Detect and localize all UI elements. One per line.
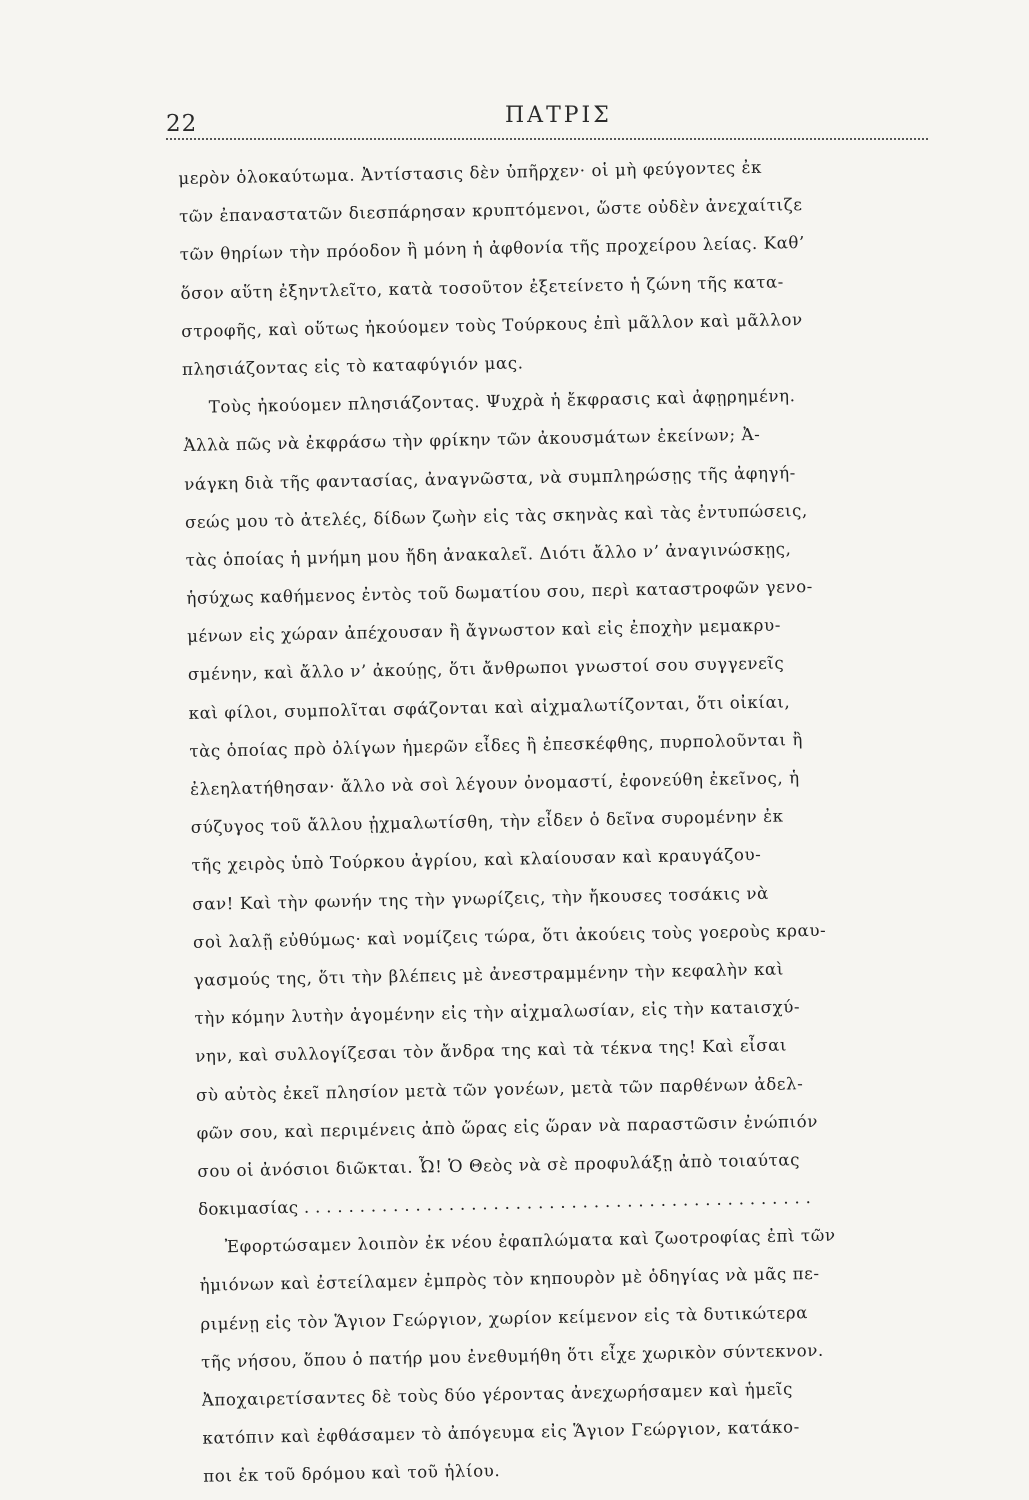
paragraph-start-line: Τοὺς ἠκούομεν πλησιάζοντας. Ψυχρὰ ἡ ἔκφρασις καὶ ἀφῃρημένη.	[208, 386, 796, 417]
text-line: τὰς ὁποίας πρὸ ὀλίγων ἡμερῶν εἶδες ἢ ἐπεσκέφθης, πυρπολοῦνται ἢ	[189, 729, 804, 761]
text-line: σὺ αὐτὸς ἐκεῖ πλησίον μετὰ τῶν γονέων, μετὰ τῶν παρθένων ἀδελ-	[195, 1073, 804, 1105]
text-line: σου οἱ ἀνόσιοι διῶκται. Ὦ! Ὁ Θεὸς νὰ σὲ προφυλάξῃ ἀπὸ τοιαύτας	[197, 1150, 801, 1181]
page-number: 22	[166, 111, 198, 137]
text-line: ὅσον αὕτη ἐξηντλεῖτο, κατὰ τοσοῦτον ἐξετείνετο ἡ ζώνη τῆς κατα-	[180, 271, 785, 303]
page-header	[0, 0, 1029, 160]
text-line: τὴν κόμην λυτὴν ἀγομένην εἰς τὴν αἰχμαλωσίαν, εἰς τὴν κατaισχύ-	[194, 997, 801, 1028]
text-line: μένων εἰς χώραν ἀπέχουσαν ἢ ἄγνωστον καὶ εἰς ἐποχὴν μεμακρυ-	[186, 615, 782, 647]
text-line: τὰς ὁποίας ἡ μνήμη μου ἤδη ἀνακαλεῖ. Διότι ἄλλο ν’ ἀναγινώσκῃς,	[185, 539, 792, 570]
paragraph-start-line: Ἐφορτώσαμεν λοιπὸν ἐκ νέου ἐφαπλώματα καὶ ζωοτροφίας ἐπὶ τῶν	[224, 1225, 836, 1257]
text-line: τῶν ἐπαναστατῶν διεσπάρησαν κρυπτόμενοι, ὥστε οὐδὲν ἀνεχαίτιζε	[178, 195, 803, 227]
text-line: κατόπιν καὶ ἐφθάσαμεν τὸ ἀπόγευμα εἰς Ἅγιον Γεώργιον, κατάκο-	[202, 1417, 801, 1448]
text-line: τῆς χειρὸς ὑπὸ Τούρκου ἀγρίου, καὶ κλαίουσαν καὶ κραυγάζου-	[191, 845, 762, 876]
text-line: Ἀποχαιρετίσαντες δὲ τοὺς δύο γέροντας ἀνεχωρήσαμεν καὶ ἡμεῖς	[201, 1379, 794, 1410]
text-line: πλησιάζοντας εἰς τὸ καταφύγιόν μας.	[181, 353, 524, 379]
text-line: μερὸν ὁλοκαύτωμα. Ἀντίστασις δὲν ὑπῆρχεν· οἱ μὴ φεύγοντες ἐκ	[178, 157, 763, 188]
text-line: καὶ φίλοι, συμπολῖται σφάζονται καὶ αἰχμαλωτίζονται, ὅτι οἰκίαι,	[188, 691, 791, 723]
text-line: ποι ἐκ τοῦ δρόμου καὶ τοῦ ἡλίου.	[203, 1461, 501, 1487]
text-line: σύζυγος τοῦ ἄλλου ᾐχμαλωτίσθη, τὴν εἶδεν ὁ δεῖνα συρομένην ἐκ	[190, 806, 784, 838]
body-text	[178, 145, 982, 1496]
text-line: ἐλεηλατήθησαν· ἄλλο νὰ σοὶ λέγουν ὀνομαστί, ἐφονεύθη ἐκεῖνος, ἡ	[189, 768, 800, 799]
text-line: Ἀλλὰ πῶς νὰ ἐκφράσω τὴν φρίκην τῶν ἀκουσμάτων ἐκείνων; Ἀ-	[183, 425, 761, 456]
text-line: νάγκη διὰ τῆς φαντασίας, ἀναγνῶστα, νὰ συμπληρώσῃς τῆς ἀφηγή-	[184, 462, 797, 494]
text-line: νην, καὶ συλλογίζεσαι τὸν ἄνδρα της καὶ τὰ τέκνα της! Καὶ εἶσαι	[195, 1035, 788, 1067]
text-line: τῶν θηρίων τὴν πρόοδον ἢ μόνη ἡ ἀφθονία τῆς προχείρου λείας. Καθ’	[179, 233, 806, 265]
text-line: σεώς μου τὸ ἀτελές, δίδων ζωὴν εἰς τὰς σκηνὰς καὶ τὰς ἐντυπώσεις,	[184, 500, 808, 532]
text-line: ριμένῃ εἰς τὸν Ἅγιον Γεώργιον, χωρίον κείμενον εἰς τὰ δυτικώτερα	[200, 1302, 809, 1334]
text-line: στροφῆς, καὶ οὕτως ἠκούομεν τοὺς Τούρκους ἐπὶ μᾶλλον καὶ μᾶλλον	[181, 309, 803, 341]
header-rule	[166, 138, 928, 140]
text-line: φῶν σου, καὶ περιμένεις ἀπὸ ὥρας εἰς ὥραν νὰ παραστῶσιν ἐνώπιόν	[196, 1111, 819, 1143]
running-title: ΠΑΤΡΙΣ	[505, 103, 612, 128]
text-line: δοκιμασίας . . . . . . . . . . . . . . . . . . . . . . . . . . . . . . . . . . . . . . . . . . . . . .	[197, 1188, 812, 1219]
text-line: σμένην, καὶ ἄλλο ν’ ἀκούῃς, ὅτι ἄνθρωποι γνωστοί σου συγγενεῖς	[187, 653, 785, 685]
text-line: ἡσύχως καθήμενος ἐντὸς τοῦ δωματίου σου, περὶ καταστροφῶν γενο-	[186, 576, 814, 608]
text-line: ἡμιόνων καὶ ἐστείλαμεν ἐμπρὸς τὸν κηπουρὸν μὲ ὁδηγίας νὰ μᾶς πε-	[199, 1264, 820, 1296]
text-line: τῆς νήσου, ὅπου ὁ πατήρ μου ἐνεθυμήθη ὅτι εἶχε χωρικὸν σύντεκνον.	[200, 1340, 824, 1372]
text-line: σοὶ λαλῇ εὐθύμως· καὶ νομίζεις τώρα, ὅτι ἀκούεις τοὺς γοεροὺς κραυ-	[192, 920, 827, 952]
text-line: σαν! Καὶ τὴν φωνήν της τὴν γνωρίζεις, τὴν ἤκουσες τοσάκις νὰ	[192, 883, 770, 914]
text-line: γασμούς της, ὅτι τὴν βλέπεις μὲ ἀνεστραμμένην τὴν κεφαλὴν καὶ	[193, 959, 785, 990]
